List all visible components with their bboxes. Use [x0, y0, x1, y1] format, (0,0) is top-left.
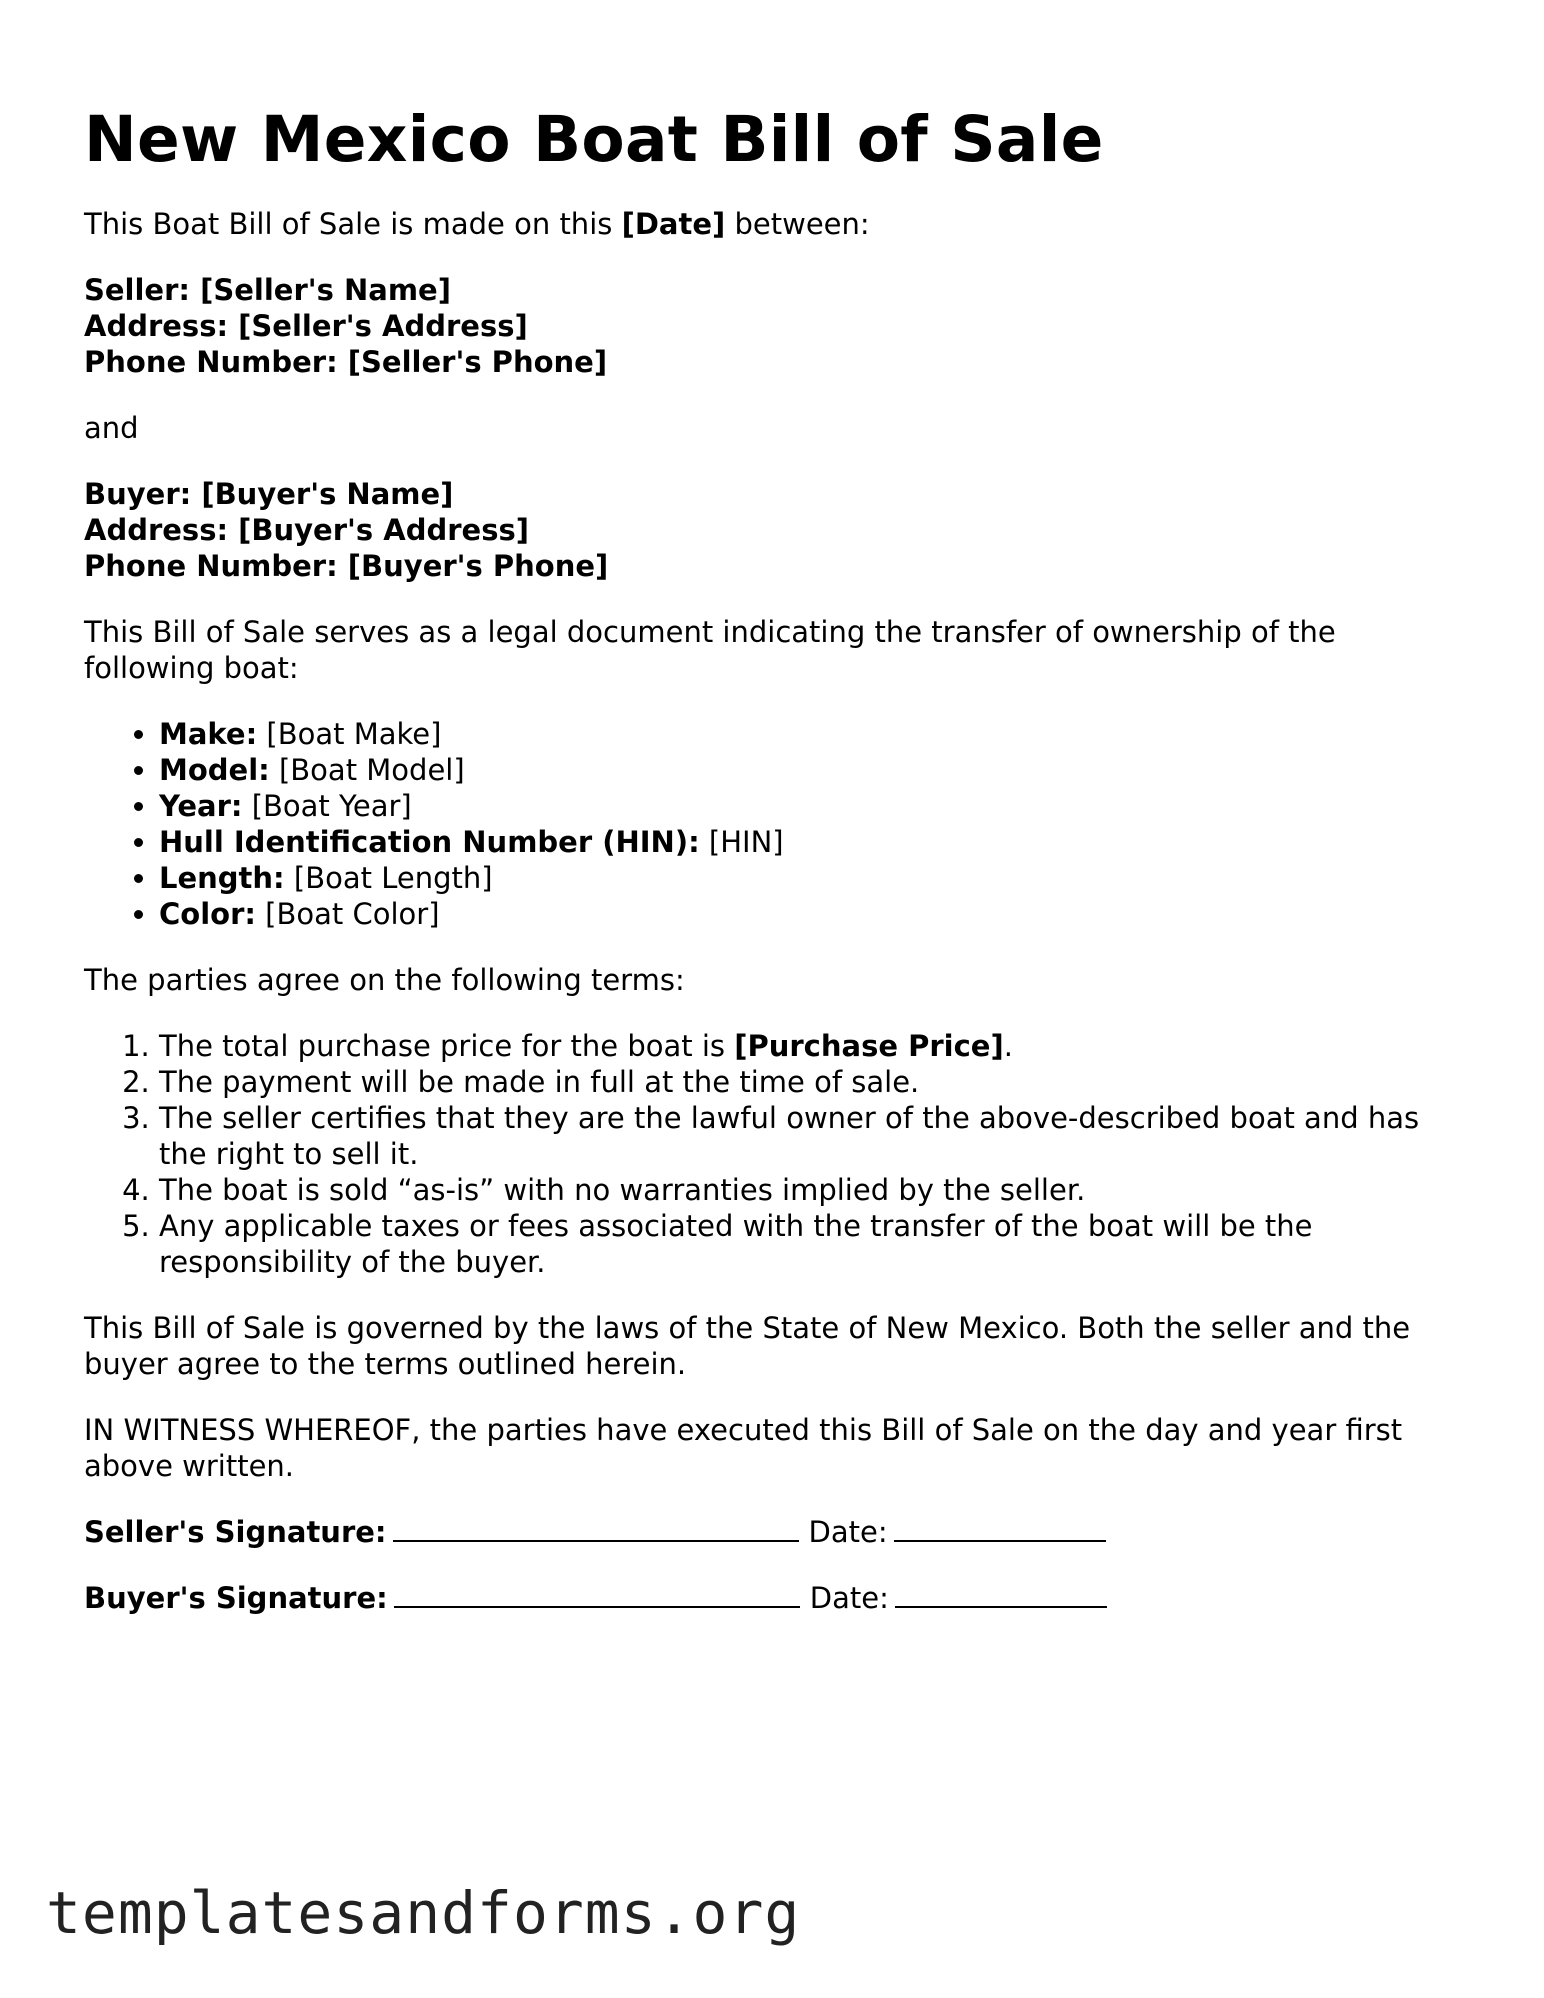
seller-signature-line[interactable] [393, 1514, 799, 1542]
intro-paragraph [84, 206, 1474, 242]
detail-value: [Boat Model] [269, 753, 465, 787]
intro-suffix: between: [725, 207, 870, 241]
term-item [159, 1028, 1474, 1064]
list-item [159, 716, 1474, 752]
document-title: New Mexico Boat Bill of Sale [84, 103, 1104, 176]
seller-name-line: Seller: [Seller's Name] [84, 273, 451, 307]
intro-date: [Date] [621, 207, 726, 241]
term-item: 5. Any applicable taxes or fees associated with the transfer of the boat will be the responsibility of the buyer. [159, 1208, 1474, 1280]
seller-phone-line: Phone Number: [Seller's Phone] [84, 345, 608, 379]
document-page [84, 100, 1474, 1646]
buyer-block [84, 476, 1474, 584]
term-item: 3. The seller certifies that they are the lawful owner of the above-described boat and has the right to sell it. [159, 1100, 1474, 1172]
buyer-signature-line[interactable] [394, 1580, 800, 1608]
list-item [159, 788, 1474, 824]
seller-block [84, 272, 1474, 380]
detail-label: Color: [159, 897, 256, 931]
term-item: 2. The payment will be made in full at the time of sale. [159, 1064, 1474, 1100]
detail-value: [HIN] [699, 825, 784, 859]
seller-signature-row [84, 1514, 1474, 1550]
list-item [159, 860, 1474, 896]
witness-paragraph: IN WITNESS WHEREOF, the parties have executed this Bill of Sale on the day and year first above written. [84, 1413, 1403, 1483]
detail-label: Length: [159, 861, 285, 895]
detail-label: Model: [159, 753, 270, 787]
seller-date-line[interactable] [894, 1514, 1106, 1542]
buyer-date-line[interactable] [895, 1580, 1107, 1608]
intro-prefix: This Boat Bill of Sale is made on this [84, 207, 622, 241]
buyer-signature-row [84, 1580, 1474, 1616]
detail-label: Hull Identification Number (HIN): [159, 825, 700, 859]
buyer-signature-label: Buyer's Signature: [84, 1581, 388, 1615]
buyer-date-label: Date: [809, 1581, 889, 1615]
list-item [159, 896, 1474, 932]
watermark-text: templatesandforms.org [46, 1879, 801, 1947]
detail-value: [Boat Length] [284, 861, 493, 895]
term-1-suffix: . [1003, 1029, 1013, 1063]
buyer-name-line: Buyer: [Buyer's Name] [84, 477, 454, 511]
detail-value: [Boat Year] [242, 789, 412, 823]
terms-intro: The parties agree on the following terms: [84, 963, 685, 997]
boat-details-list [84, 716, 1474, 932]
detail-value: [Boat Color] [255, 897, 440, 931]
description-intro: This Bill of Sale serves as a legal document indicating the transfer of ownership of the following boat: [84, 615, 1336, 685]
seller-signature-label: Seller's Signature: [84, 1515, 387, 1549]
purchase-price: [Purchase Price] [734, 1029, 1004, 1063]
term-item: 4. The boat is sold “as-is” with no warranties implied by the seller. [159, 1172, 1474, 1208]
list-item [159, 824, 1474, 860]
term-1-prefix: The total purchase price for the boat is [159, 1029, 735, 1063]
seller-address-line: Address: [Seller's Address] [84, 309, 528, 343]
detail-label: Make: [159, 717, 258, 751]
list-item [159, 752, 1474, 788]
detail-value: [Boat Make] [257, 717, 442, 751]
buyer-phone-line: Phone Number: [Buyer's Phone] [84, 549, 609, 583]
terms-list [84, 1028, 1474, 1280]
detail-label: Year: [159, 789, 243, 823]
governing-law-paragraph: This Bill of Sale is governed by the laws of the State of New Mexico. Both the seller and the buyer agree to the terms outlined herein. [84, 1311, 1411, 1381]
seller-date-label: Date: [808, 1515, 888, 1549]
and-text: and [84, 411, 139, 445]
buyer-address-line: Address: [Buyer's Address] [84, 513, 529, 547]
